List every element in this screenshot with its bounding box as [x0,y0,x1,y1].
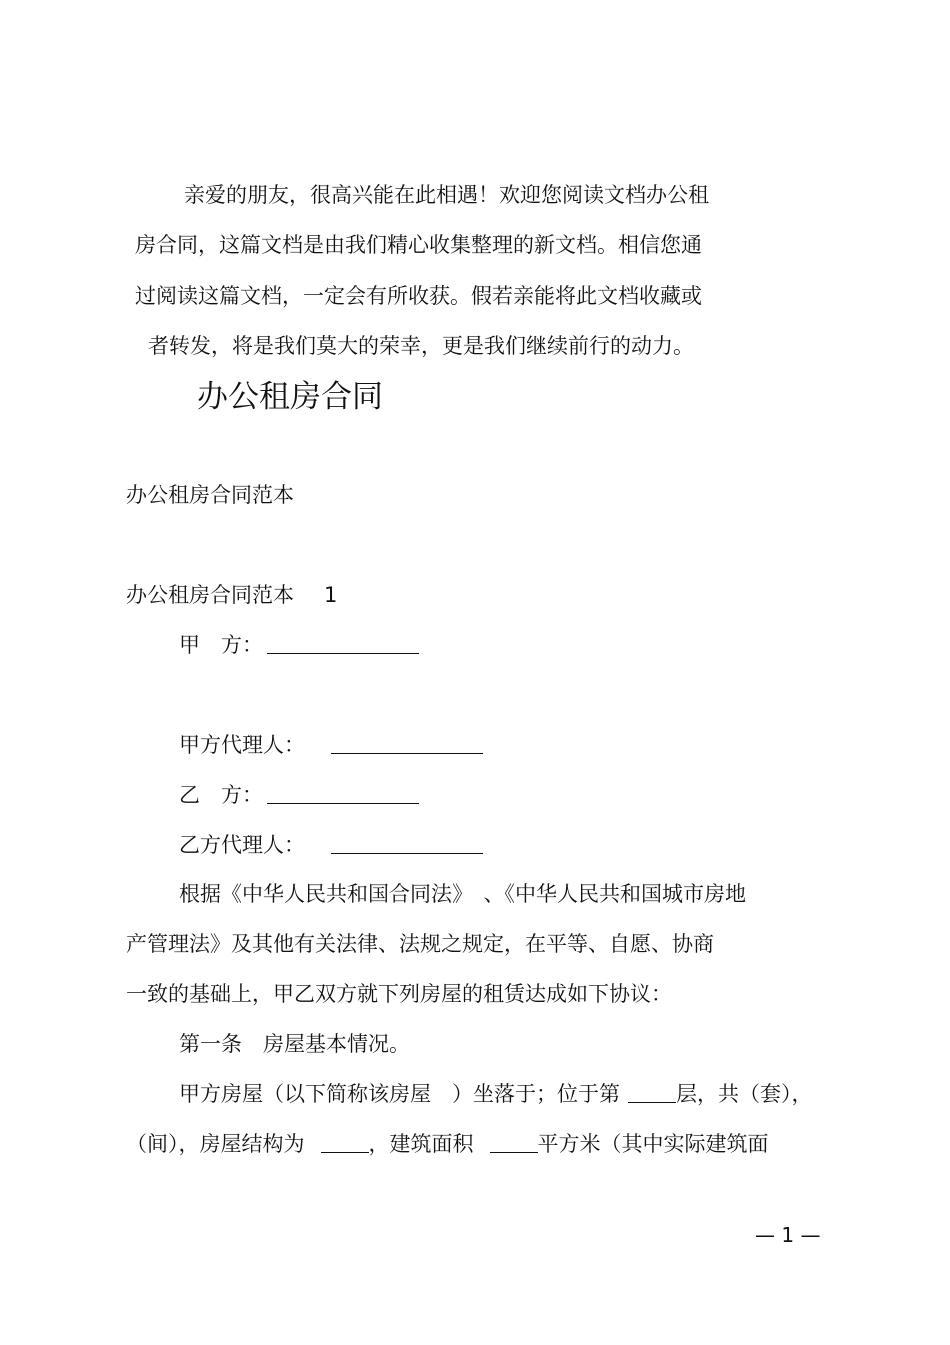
article-1-line-1 [179,1081,813,1107]
party-b-label: 乙 方： [179,783,263,807]
party-a-agent-blank[interactable] [331,733,483,754]
intro-line-2: 房合同，这篇文档是由我们精心收集整理的新文档。相信您通 [135,233,702,257]
party-b-agent-label: 乙方代理人： [179,833,305,857]
structure-blank[interactable] [321,1132,369,1153]
article-1-line-2-part-a: （间），房屋结构为 [126,1132,305,1156]
document-subtitle: 办公租房合同范本 [126,483,294,507]
article-1-line-2-part-c: 平方米（其中实际建筑面 [537,1132,769,1156]
article-1-line-1-part-a: 甲方房屋（以下简称该房屋 ）坐落于；位于第 [179,1082,620,1106]
party-b-agent-row [179,832,483,858]
page-number: — 1 — [755,1223,821,1247]
article-1-line-1-part-b: 层，共（套）， [676,1082,813,1106]
basis-line-3: 一致的基础上，甲乙双方就下列房屋的租赁达成如下协议： [126,982,672,1006]
area-blank[interactable] [490,1132,538,1153]
article-1-line-2-part-b: ，建筑面积 [368,1132,474,1156]
section-label: 办公租房合同范本 [126,583,294,607]
party-a-blank[interactable] [267,633,419,654]
party-a-agent-row [179,732,483,758]
section-heading [126,582,337,608]
party-a-row [179,632,419,658]
floor-blank[interactable] [628,1082,676,1103]
intro-line-3: 过阅读这篇文档，一定会有所收获。假若亲能将此文档收藏或 [135,284,702,308]
party-b-row [179,782,419,808]
article-1-line-2 [126,1131,769,1157]
intro-line-4: 者转发，将是我们莫大的荣幸，更是我们继续前行的动力。 [148,334,694,358]
party-b-agent-blank[interactable] [331,833,483,854]
basis-line-1: 根据《中华人民共和国合同法》 、《中华人民共和国城市房地 [179,882,746,906]
party-b-blank[interactable] [267,783,419,804]
party-a-label: 甲 方： [179,633,263,657]
document-title: 办公租房合同 [197,379,383,415]
article-1-heading: 第一条 房屋基本情况。 [179,1032,410,1056]
intro-line-1: 亲爱的朋友，很高兴能在此相遇！欢迎您阅读文档办公租 [184,183,709,207]
basis-line-2: 产管理法》及其他有关法律、法规之规定，在平等、自愿、协商 [126,932,714,956]
party-a-agent-label: 甲方代理人： [179,733,305,757]
section-number: 1 [324,583,338,607]
